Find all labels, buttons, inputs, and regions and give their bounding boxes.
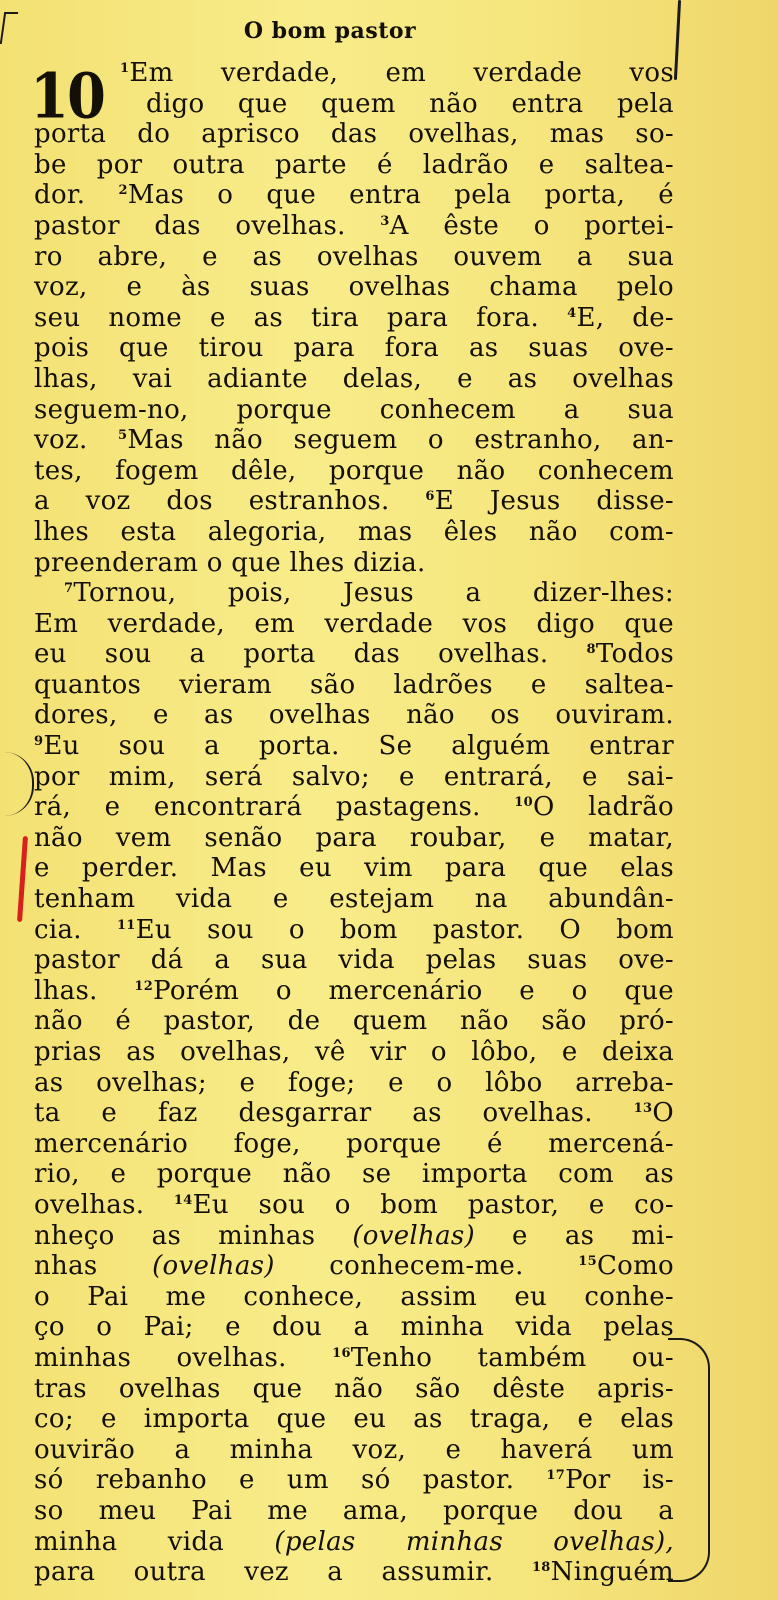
line-text: rio, e porque não se importa com as [34, 1159, 674, 1190]
line-text: E Jesus disse- [434, 486, 675, 517]
verse-number: 18 [531, 1560, 551, 1576]
line-text: nheço as minhas [34, 1220, 353, 1251]
verse-number: 17 [546, 1468, 566, 1484]
line-text: eu sou a porta das ovelhas. [34, 639, 587, 670]
text-line [34, 1037, 674, 1068]
line-text: rá, e encontrará pastagens. [34, 792, 515, 823]
line-text: Tornou, pois, Jesus a dizer-lhes: [73, 578, 674, 609]
line-text: minha vida [34, 1526, 275, 1557]
text-line [34, 456, 674, 487]
line-text: seu nome e as tira para fora. [34, 302, 568, 333]
text-line [34, 853, 674, 884]
line-text: ovelhas. [34, 1189, 174, 1220]
line-text: Eu sou o bom pastor. O bom [135, 914, 674, 945]
line-text: pois que tirou para fora as suas ove- [34, 333, 674, 364]
verse-number: 12 [134, 978, 154, 994]
text-line [34, 211, 674, 242]
verse-number: 15 [578, 1254, 597, 1270]
line-text: be por outra parte é ladrão e saltea- [34, 149, 674, 180]
text-line [34, 1312, 674, 1343]
text-line [34, 1221, 674, 1252]
text-line [34, 1159, 674, 1190]
line-text: Porém o mercenário e o que [153, 975, 674, 1006]
line-text: A êste o portei- [389, 210, 674, 241]
text-line [34, 915, 674, 946]
text-line [34, 609, 674, 640]
line-text: lhas, vai adiante delas, e as ovelhas [34, 363, 674, 394]
text-line [34, 639, 674, 670]
line-text: cia. [34, 914, 117, 945]
text-line [34, 150, 674, 181]
line-text: preenderam o que lhes dizia. [34, 547, 426, 578]
italic-text: (ovelhas) [352, 1220, 475, 1251]
red-pen-mark [17, 836, 28, 922]
line-text: e perder. Mas eu vim para que elas [34, 853, 674, 884]
line-text: as ovelhas; e foge; e o lôbo arreba- [34, 1067, 674, 1098]
text-line [34, 58, 674, 89]
line-text: tras ovelhas que não são dêste apris- [34, 1373, 674, 1404]
italic-text: (ovelhas) [152, 1251, 275, 1282]
text-line [34, 1496, 674, 1527]
line-text: E, de- [576, 302, 674, 333]
line-text: tes, fogem dêle, porque não conhecem [34, 455, 674, 486]
line-text: não é pastor, de quem não são pró- [34, 1006, 674, 1037]
text-line [34, 976, 674, 1007]
line-text: Ninguém [550, 1557, 674, 1588]
text-line [34, 1006, 674, 1037]
text-line [34, 792, 674, 823]
line-text: Mas não seguem o estranho, an- [127, 425, 674, 456]
text-line [34, 425, 674, 456]
page-title: O bom pastor [243, 18, 417, 44]
verse-number: 3 [380, 213, 390, 229]
verse-number: 7 [64, 581, 74, 597]
italic-text: (pelas minhas ovelhas), [274, 1526, 674, 1557]
text-line [34, 578, 674, 609]
text-line [34, 1190, 674, 1221]
line-text: não vem senão para roubar, e matar, [34, 822, 674, 853]
text-line [34, 333, 674, 364]
line-text: Por is- [565, 1465, 674, 1496]
verse-number: 9 [34, 734, 44, 750]
line-text: lhes esta alegoria, mas êles não com- [34, 516, 674, 547]
text-line [34, 1068, 674, 1099]
line-text: digo que quem não entra pela [146, 88, 674, 119]
line-text: porta do aprisco das ovelhas, mas so- [34, 119, 674, 150]
text-line [34, 1251, 674, 1282]
line-text: Eu sou o bom pastor, e co- [192, 1189, 674, 1220]
line-text: Todos [595, 639, 674, 670]
text-line [34, 180, 674, 211]
line-text: O ladrão [532, 792, 674, 823]
line-text: lhas. [34, 975, 135, 1006]
line-text: Como [596, 1251, 674, 1282]
text-line [34, 1129, 674, 1160]
line-text: Eu sou a porta. Se alguém entrar [43, 731, 674, 762]
line-text: para outra vez a assumir. [34, 1557, 532, 1588]
line-text: tenham vida e estejam na abundân- [34, 884, 674, 915]
text-line [34, 395, 674, 426]
verse-number: 13 [633, 1101, 653, 1117]
line-text: Tenho também ou- [350, 1342, 675, 1373]
text-line [34, 119, 674, 150]
line-text: pastor dá a sua vida pelas suas ove- [34, 945, 674, 976]
line-text: dor. [34, 180, 119, 211]
text-line [34, 1465, 674, 1496]
line-text: Em verdade, em verdade vos digo que [34, 608, 674, 639]
chapter-number: 10 [30, 60, 104, 134]
verse-number: 2 [118, 183, 128, 199]
line-text: Em verdade, em verdade vos [129, 58, 674, 88]
text-line [34, 945, 674, 976]
text-line [34, 670, 674, 701]
verse-number: 8 [586, 642, 596, 658]
handwritten-parenthesis-mark [4, 752, 34, 816]
handwritten-margin-line [674, 0, 681, 80]
line-text: o Pai me conhece, assim eu conhe- [34, 1281, 674, 1312]
text-line [34, 884, 674, 915]
line-text: a voz dos estranhos. [34, 486, 426, 517]
verse-number: 11 [116, 917, 136, 933]
line-text: quantos vieram são ladrões e saltea- [34, 669, 674, 700]
line-text: co; e importa que eu as traga, e elas [34, 1404, 674, 1435]
text-line [34, 1557, 674, 1588]
line-text: ro abre, e as ovelhas ouvem a sua [34, 241, 674, 272]
line-text: so meu Pai me ama, porque dou a [34, 1495, 674, 1526]
line-text: ouvirão a minha voz, e haverá um [34, 1434, 674, 1465]
text-line [34, 823, 674, 854]
text-line [34, 1343, 674, 1374]
line-text: minhas ovelhas. [34, 1342, 333, 1373]
scripture-text [34, 58, 674, 1588]
text-line [34, 1404, 674, 1435]
verse-number: 10 [514, 795, 533, 811]
verse-number: 14 [173, 1192, 193, 1208]
verse-number: 6 [425, 489, 435, 505]
line-text: por mim, será salvo; e entrará, e sai- [34, 761, 674, 792]
text-line [34, 303, 674, 334]
verse-number: 4 [567, 305, 577, 321]
text-line [34, 548, 674, 579]
line-text: só rebanho e um só pastor. [34, 1465, 547, 1496]
line-text: O [652, 1098, 674, 1129]
text-line [34, 242, 674, 273]
verse-number: 16 [332, 1345, 351, 1361]
line-text: Mas o que entra pela porta, é [127, 180, 674, 211]
text-line [34, 1527, 674, 1558]
text-line [34, 1374, 674, 1405]
text-line [34, 1282, 674, 1313]
handwritten-bracket-mark [668, 1338, 710, 1582]
line-text: prias as ovelhas, vê vir o lôbo, e deixa [34, 1037, 674, 1067]
line-text: mercenário foge, porque é mercená- [34, 1128, 674, 1159]
text-line [34, 89, 674, 120]
line-text: pastor das ovelhas. [34, 210, 381, 241]
line-text: voz, e às suas ovelhas chama pelo [34, 272, 674, 303]
verse-number: 1 [120, 61, 130, 76]
verse-number: 5 [118, 428, 128, 444]
text-line [34, 731, 674, 762]
line-text: voz. [34, 425, 118, 456]
line-text: ço o Pai; e dou a minha vida pelas [34, 1312, 674, 1343]
text-line [34, 517, 674, 548]
text-line [34, 762, 674, 793]
text-line [34, 272, 674, 303]
line-text: nhas [34, 1251, 153, 1282]
line-text: seguem-no, porque conhecem a sua [34, 394, 674, 425]
text-line [34, 486, 674, 517]
text-line [34, 1098, 674, 1129]
text-line [34, 700, 674, 731]
line-text: e as mi- [474, 1220, 674, 1251]
text-line [34, 364, 674, 395]
text-line [34, 1435, 674, 1466]
line-text: ta e faz desgarrar as ovelhas. [34, 1098, 634, 1129]
line-text: dores, e as ovelhas não os ouviram. [34, 700, 674, 731]
line-text: conhecem-me. [274, 1251, 579, 1282]
